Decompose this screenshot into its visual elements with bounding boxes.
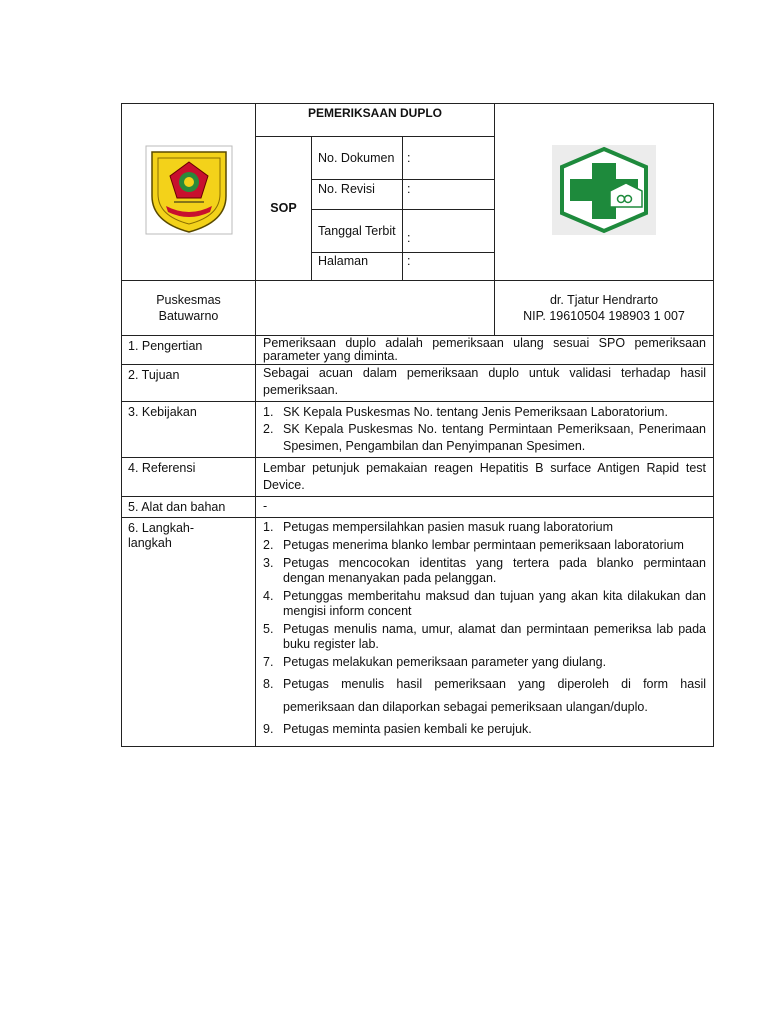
signatory-nip: NIP. 19610504 198903 1 007 — [523, 309, 685, 323]
signatory-cell — [495, 281, 714, 336]
meta-label-no-dokumen: No. Dokumen — [312, 137, 403, 180]
list-item-text: Petugas mempersilahkan pasien masuk ruang laboratorium — [283, 520, 614, 534]
section-label-langkah — [122, 518, 256, 747]
section-text-pengertian: Pemeriksaan duplo adalah pemeriksaan ulang sesuai SPO pemeriksaan parameter yang diminta. — [256, 336, 714, 365]
section-label-kebijakan: 3. Kebijakan — [122, 402, 256, 458]
list-item — [263, 538, 706, 553]
signatory-name: dr. Tjatur Hendrarto — [549, 293, 659, 307]
list-item-text: Petunggas memberitahu maksud dan tujuan yang akan kita dilakukan dan mengisi inform concent — [283, 589, 707, 618]
meta-value-tanggal-terbit: : — [403, 210, 495, 253]
list-item-number: 2. — [263, 538, 274, 552]
list-item — [263, 673, 706, 719]
list-item-number: 8. — [263, 677, 274, 691]
organization-cell — [122, 281, 256, 336]
section-list-kebijakan — [256, 402, 714, 458]
list-item-number: 4. — [263, 589, 274, 603]
section-label-alat-bahan: 5. Alat dan bahan — [122, 497, 256, 518]
meta-value-no-revisi: : — [403, 180, 495, 210]
list-item — [263, 622, 706, 652]
list-item-text: SK Kepala Puskesmas No. tentang Permintaan Pemeriksaan, Penerimaan Spesimen, Pengambilan dan Penyimpanan Spesimen. — [283, 422, 707, 453]
sop-label: SOP — [256, 137, 312, 281]
document-title: PEMERIKSAAN DUPLO — [256, 104, 495, 137]
list-item — [263, 520, 706, 535]
list-item-number: 2. — [263, 422, 274, 436]
section-text-tujuan: Sebagai acuan dalam pemeriksaan duplo untuk validasi terhadap hasil pemeriksaan. — [256, 365, 714, 402]
list-item-text: Petugas mencocokan identitas yang tertera pada blanko permintaan dengan menanyakan pada pelanggan. — [283, 556, 707, 585]
meta-label-halaman: Halaman — [312, 253, 403, 281]
list-item — [263, 421, 706, 455]
section-label-pengertian: 1. Pengertian — [122, 336, 256, 365]
list-item-text: Petugas menerima blanko lembar permintaan pemeriksaan laboratorium — [283, 538, 684, 552]
section-label-tujuan: 2. Tujuan — [122, 365, 256, 402]
list-item-number: 7. — [263, 655, 274, 669]
list-item — [263, 556, 706, 586]
list-item — [263, 589, 706, 619]
regency-emblem-icon — [144, 144, 234, 236]
list-item — [263, 655, 706, 670]
puskesmas-logo-icon — [552, 145, 656, 235]
list-item-text: Petugas meminta pasien kembali ke perujuk. — [283, 722, 532, 736]
sop-table — [121, 103, 714, 747]
list-item-number: 1. — [263, 520, 274, 534]
signature-blank-cell — [256, 281, 495, 336]
organization-name: Puskesmas — [156, 293, 221, 307]
meta-label-tanggal-terbit: Tanggal Terbit — [312, 210, 403, 253]
list-item-text: Petugas menulis hasil pemeriksaan yang diperoleh di form hasil pemeriksaan dan dilaporkan sebagai pemeriksaan ulangan/duplo. — [283, 677, 707, 714]
section-label-langkah-text: 6. Langkah- langkah — [128, 521, 195, 550]
list-item — [263, 404, 706, 421]
list-item-number: 5. — [263, 622, 274, 636]
meta-label-no-revisi: No. Revisi — [312, 180, 403, 210]
list-item-number: 9. — [263, 722, 274, 736]
section-list-langkah — [256, 518, 714, 747]
sop-document — [121, 103, 713, 747]
list-item-text: Petugas melakukan pemeriksaan parameter yang diulang. — [283, 655, 607, 669]
section-label-referensi: 4. Referensi — [122, 458, 256, 497]
meta-value-halaman: : — [403, 253, 495, 281]
list-item-text: Petugas menulis nama, umur, alamat dan permintaan pemeriksa lab pada buku register lab. — [283, 622, 707, 651]
list-item-text: SK Kepala Puskesmas No. tentang Jenis Pemeriksaan Laboratorium. — [283, 405, 668, 419]
section-text-alat-bahan: - — [256, 497, 714, 518]
puskesmas-logo-cell — [495, 104, 714, 281]
list-item-number: 1. — [263, 405, 274, 419]
meta-value-no-dokumen: : — [403, 137, 495, 180]
list-item — [263, 722, 706, 737]
section-text-referensi: Lembar petunjuk pemakaian reagen Hepatitis B surface Antigen Rapid test Device. — [256, 458, 714, 497]
organization-location: Batuwarno — [158, 309, 219, 323]
list-item-number: 3. — [263, 556, 274, 570]
regency-emblem-cell — [122, 104, 256, 281]
